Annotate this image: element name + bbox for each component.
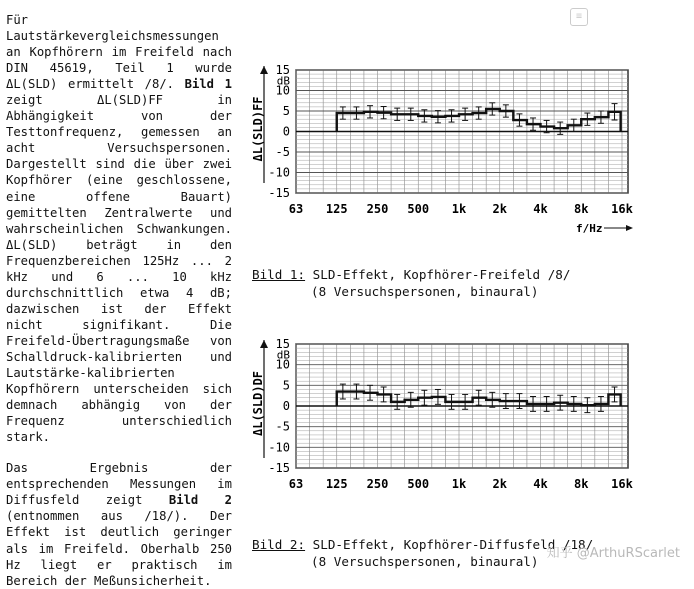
y-tick-label: -10 <box>268 440 290 455</box>
caption-bild2-line2: (8 Versuchspersonen, binaural) <box>311 554 539 569</box>
caption-bild1-label: Bild 1: <box>252 267 306 282</box>
corner-mark-icon: ≡ <box>570 8 588 26</box>
chart-1 <box>251 63 634 235</box>
x-axis-label: f/Hz <box>576 222 603 235</box>
x-tick-label: 8k <box>574 202 589 216</box>
caption-bild2-label: Bild 2: <box>252 537 306 552</box>
x-axis-arrowhead <box>626 225 633 231</box>
caption-bild2-title: SLD-Effekt, Kopfhörer-Diffusfeld /18/ <box>312 537 594 552</box>
y-axis-label: ΔL(SLD)FF <box>251 96 265 162</box>
y-tick-label: -15 <box>268 186 290 200</box>
y-axis-arrowhead <box>260 340 268 348</box>
x-tick-label: 2k <box>492 477 507 491</box>
x-tick-label: 8k <box>574 477 589 491</box>
y-unit-label: dB <box>276 348 290 362</box>
para1-ref-bild1: Bild 1 <box>184 77 232 92</box>
x-tick-label: 16k <box>611 202 633 216</box>
x-tick-label: 1k <box>451 202 467 216</box>
y-tick-label: 10 <box>275 83 290 98</box>
chart-2 <box>251 337 634 491</box>
x-tick-label: 1k <box>451 477 467 491</box>
y-tick-label: 15 <box>275 63 290 77</box>
para2-ref-bild2: Bild 2 <box>168 493 233 508</box>
para1-text-a: Für Lautstärkevergleichsmessungen an Kopfhörern im Freifeld nach DIN 45619, Teil 1 wurde ΔL(SLD) ermittelt /8/. <box>6 13 232 92</box>
x-tick-label: 250 <box>366 202 389 216</box>
y-tick-label: 5 <box>282 378 290 393</box>
y-tick-label: 15 <box>275 337 290 351</box>
para2-text-b: (entnommen aus /18/). Der Effekt ist deutlich geringer als im Freifeld. Oberhalb 250 Hz liegt er praktisch im Bereich der Meßunsicherheit. <box>6 509 232 588</box>
y-axis-label: ΔL(SLD)DF <box>251 370 265 436</box>
x-tick-label: 125 <box>325 477 348 491</box>
y-tick-label: -5 <box>275 419 290 434</box>
y-tick-label: -15 <box>268 461 290 475</box>
para2-text-a: Das Ergebnis der entsprechenden Messungen im Diffusfeld zeigt <box>6 461 232 508</box>
x-tick-label: 4k <box>533 477 548 491</box>
caption-bild1 <box>252 266 570 300</box>
y-tick-label: 0 <box>282 399 290 413</box>
y-tick-label: -5 <box>275 145 290 159</box>
x-tick-label: 4k <box>533 202 548 216</box>
x-tick-label: 16k <box>611 477 633 491</box>
caption-bild1-line2: (8 Versuchspersonen, binaural) <box>311 284 539 299</box>
caption-bild1-title: SLD-Effekt, Kopfhörer-Freifeld /8/ <box>312 267 571 282</box>
y-tick-label: -10 <box>268 165 290 180</box>
x-tick-label: 500 <box>407 477 430 491</box>
caption-bild2 <box>252 536 593 570</box>
x-tick-label: 500 <box>407 202 430 216</box>
y-unit-label: dB <box>276 74 290 88</box>
y-tick-label: 0 <box>282 124 290 139</box>
y-axis-arrowhead <box>260 66 268 74</box>
y-tick-label: 10 <box>275 357 290 372</box>
watermark: 知乎 @ArthuRScarlet <box>546 546 680 561</box>
x-tick-label: 250 <box>366 477 389 491</box>
x-tick-label: 63 <box>288 477 304 491</box>
x-tick-label: 63 <box>288 202 304 216</box>
x-tick-label: 125 <box>325 202 348 216</box>
y-tick-label: 5 <box>282 104 290 118</box>
x-tick-label: 2k <box>492 202 507 216</box>
para1-text-b: zeigt ΔL(SLD)FF in Abhängigkeit von der Testtonfrequenz, gemessen an acht Versuchspersonen. Dargestellt sind die über zwei Kopfhörer (eine geschlossene, eine offene Bauart) gemittelten Zentralwerte und wahrscheinlichen Schwankungen. ΔL(SLD) beträgt in den Frequenzbereichen 125Hz ... 2 kHz und 6 ... 10 kHz durchschnittlich etwa 4 dB; dazwischen ist der Effekt nicht signifikant. Die Freifeld-Übertragungsmaße von Schalldruck-kalibrierten und Lautstärke-kalibrierten Kopfhörern unterscheiden sich demnach abhängig von der Frequenz unterschiedlich stark. <box>6 93 232 445</box>
